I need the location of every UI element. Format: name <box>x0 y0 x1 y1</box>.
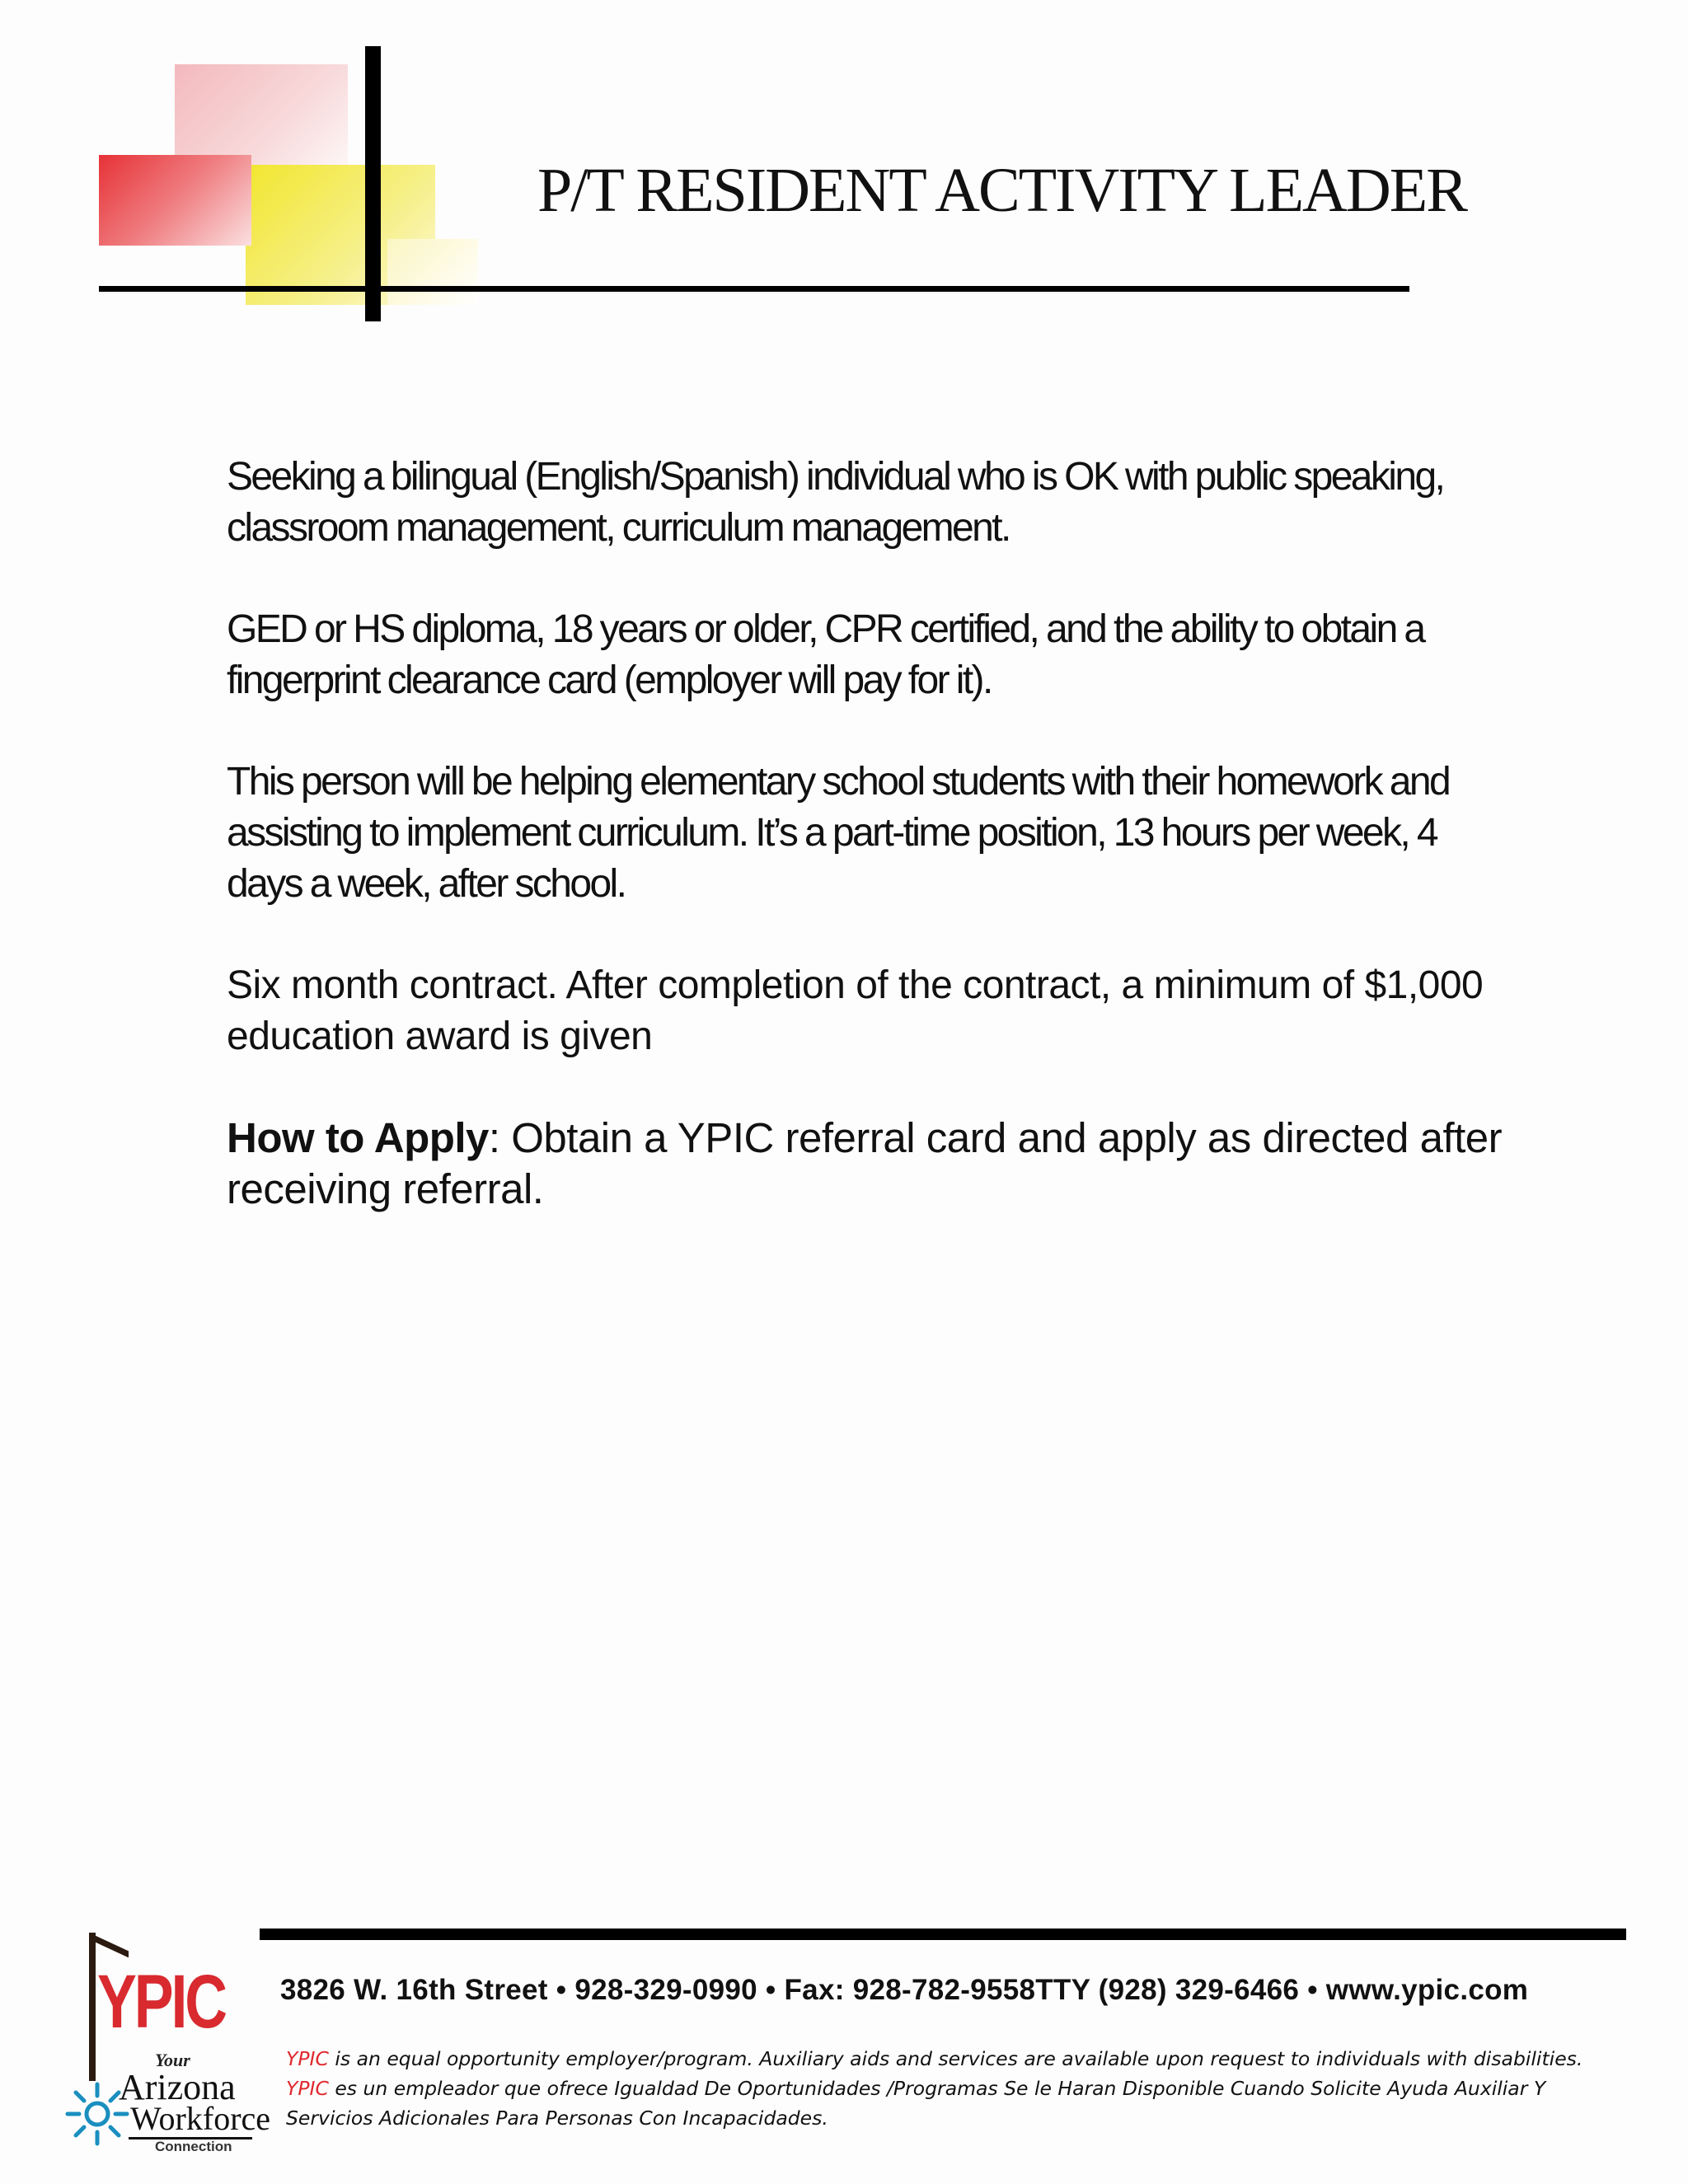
decorative-yellow-fade <box>387 239 478 305</box>
job-description <box>227 452 1512 1265</box>
logo-workforce-text: Workforce <box>130 2100 271 2137</box>
disclaimer-spanish: YPIC es un empleador que ofrece Igualdad De Oportunidades /Programas Se le Haran Disponible Cuando Solicite Ayuda Auxiliar Y Servicios Adicionales Para Personas Con Incapacidades. <box>286 2077 1546 2130</box>
logo-connection-text: Connection <box>155 2139 232 2154</box>
disclaimer-english: YPIC is an equal opportunity employer/program. Auxiliary aids and services are available upon request to individuals with disabilities. <box>286 2047 1583 2070</box>
eeo-disclaimer <box>286 2044 1638 2133</box>
org-name: YPIC <box>286 2047 329 2070</box>
ypic-logo <box>64 1924 271 2163</box>
paragraph-duties: This person will be helping elementary school students with their homework and assisting to implement curriculum. It’s a part-time position, 13 hours per week, 4 days a week, after school. <box>227 760 1450 906</box>
paragraph-requirements-language: Seeking a bilingual (English/Spanish) individual who is OK with public speaking, classroom management, curriculum management. <box>227 455 1444 550</box>
logo-arizona-text: Arizona <box>119 2067 236 2107</box>
logo-bracket <box>89 1933 96 2081</box>
contact-address: 3826 W. 16th Street • 928-329-0990 • Fax: 928-782-9558TTY (928) 329-6466 • www.ypic.com <box>280 1974 1529 2006</box>
decorative-red-square <box>99 155 251 246</box>
header-vertical-rule <box>365 46 381 321</box>
page-title: P/T RESIDENT ACTIVITY LEADER <box>537 156 1466 225</box>
header-rule <box>99 286 1409 292</box>
how-to-apply-text: : Obtain a YPIC referral card and apply as directed after receiving referral. <box>227 1114 1503 1212</box>
org-name: YPIC <box>286 2077 329 2100</box>
how-to-apply <box>227 1113 1512 1215</box>
paragraph-qualifications: GED or HS diploma, 18 years or older, CPR certified, and the ability to obtain a fingerprint clearance card (employer will pay for it). <box>227 607 1424 702</box>
footer-rule <box>260 1929 1626 1940</box>
paragraph-contract: Six month contract. After completion of the contract, a minimum of $1,000 education award is given <box>227 963 1484 1058</box>
logo-your-text: Your <box>155 2050 190 2070</box>
logo-ypic-text: YPIC <box>97 1960 226 2044</box>
how-to-apply-label: How to Apply <box>227 1114 489 1161</box>
